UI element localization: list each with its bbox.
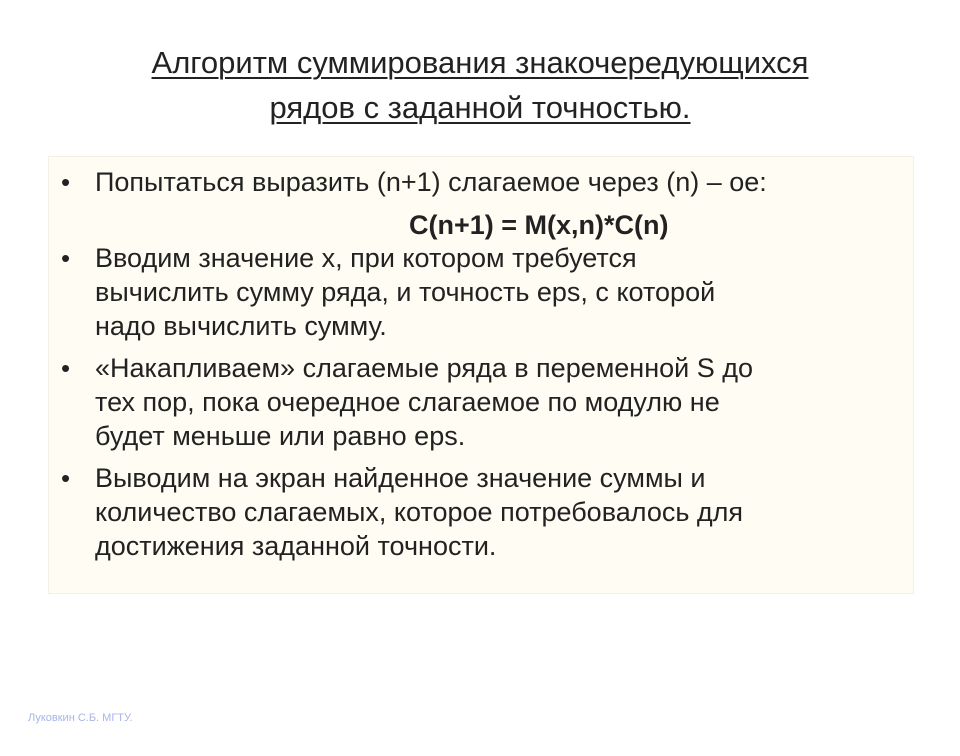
bullet-dot-icon: • (61, 463, 71, 493)
bullet-line: будет меньше или равно eps. (95, 421, 466, 451)
bullet-text (95, 165, 875, 199)
bullet-dot-icon: • (61, 353, 71, 383)
bullet-text (95, 461, 875, 563)
bullet-line: Попытаться выразить (n+1) слагаемое через (n) – ое: (95, 167, 767, 197)
bullet-line: вычислить сумму ряда, и точность eps, с которой (95, 277, 716, 307)
bullet-line: надо вычислить сумму. (95, 311, 387, 341)
bullet-dot-icon: • (61, 167, 71, 197)
bullet-line: Вводим значение x, при котором требуется (95, 243, 637, 273)
bullet-line: достижения заданной точности. (95, 531, 497, 561)
bullet-line: количество слагаемых, которое потребовалось для (95, 497, 744, 527)
bullet-line: Выводим на экран найденное значение суммы и (95, 463, 706, 493)
bullet-text (95, 351, 875, 453)
slide-title (60, 40, 900, 130)
content-box (48, 156, 914, 594)
bullet-text (95, 241, 875, 343)
footer-author: Луковкин С.Б. МГТУ. (28, 712, 133, 724)
bullet-line: тех пор, пока очередное слагаемое по модулю не (95, 387, 720, 417)
bullet-dot-icon: • (61, 243, 71, 273)
bullet-line: «Накапливаем» слагаемые ряда в переменной S до (95, 353, 754, 383)
slide-title-line-2: рядов с заданной точностью. (269, 90, 691, 125)
slide-title-line-1: Алгоритм суммирования знакочередующихся (151, 45, 809, 80)
formula: C(n+1) = M(x,n)*C(n) (409, 210, 669, 240)
